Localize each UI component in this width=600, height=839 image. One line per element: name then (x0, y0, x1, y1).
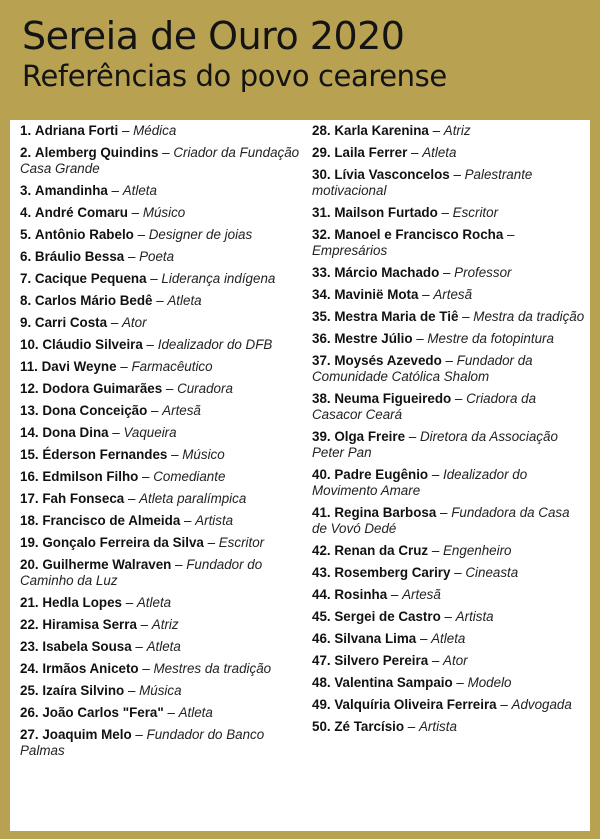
list-item: 6. Bráulio Bessa – Poeta (20, 249, 175, 264)
item-number: 32. (312, 227, 331, 242)
item-name: Antônio Rabelo (34, 227, 134, 242)
item-number: 28. (312, 123, 331, 138)
item-number: 11. (20, 359, 38, 374)
item-name: Davi Weyne (41, 359, 117, 374)
item-name: Hiramisa Serra (42, 617, 137, 632)
list-item: 45. Sergei de Castro – Artista (312, 609, 494, 624)
honorees-column-left (20, 123, 312, 765)
item-name: Éderson Fernandes (42, 447, 168, 462)
list-item: 17. Fah Fonseca – Atleta paralímpica (20, 491, 247, 506)
item-role: Mestre da fotopintura (427, 331, 554, 346)
item-role: Criador da Fundação Casa Grande (20, 145, 300, 176)
item-number: 18. (20, 513, 39, 528)
header (22, 14, 590, 94)
item-role: Atriz (151, 617, 179, 632)
item-name: Renan da Cruz (334, 543, 429, 558)
item-name: Cacique Pequena (34, 271, 147, 286)
item-role: Vaqueira (123, 425, 177, 440)
list-item: 7. Cacique Pequena – Liderança indígena (20, 271, 276, 286)
list-item: 15. Éderson Fernandes – Músico (20, 447, 225, 462)
item-name: Manoel e Francisco Rocha (334, 227, 504, 242)
item-number: 46. (312, 631, 331, 646)
list-item: 24. Irmãos Aniceto – Mestres da tradição (20, 661, 272, 676)
item-number: 29. (312, 145, 331, 160)
item-role: Atleta (146, 639, 181, 654)
item-role: Atriz (443, 123, 471, 138)
item-name: Irmãos Aniceto (42, 661, 139, 676)
item-role: Diretora da Associação Peter Pan (312, 429, 558, 460)
item-number: 14. (20, 425, 39, 440)
item-number: 24. (20, 661, 39, 676)
item-role: Artista (418, 719, 457, 734)
list-item: 4. André Comaru – Músico (20, 205, 186, 220)
list-item: 40. Padre Eugênio – Idealizador do Movimento Amare (312, 467, 528, 498)
item-name: Mailson Furtado (334, 205, 438, 220)
item-role: Advogada (511, 697, 572, 712)
item-role: Fundador do Banco Palmas (20, 727, 265, 758)
item-number: 6. (20, 249, 32, 264)
item-number: 26. (20, 705, 39, 720)
list-item: 34. Mavinië Mota – Artesã (312, 287, 473, 302)
item-number: 31. (312, 205, 331, 220)
item-number: 39. (312, 429, 331, 444)
item-role: Atleta (136, 595, 172, 610)
item-role: Idealizador do Movimento Amare (312, 467, 528, 498)
item-name: Isabela Sousa (42, 639, 132, 654)
list-item: 32. Manoel e Francisco Rocha – Empresários (312, 227, 515, 258)
list-item: 31. Mailson Furtado – Escritor (312, 205, 499, 220)
list-item: 26. João Carlos "Fera" – Atleta (20, 705, 213, 720)
item-name: Márcio Machado (334, 265, 440, 280)
item-name: Bráulio Bessa (34, 249, 125, 264)
item-name: Mestre Júlio (334, 331, 413, 346)
item-role: Atleta (122, 183, 157, 198)
item-name: Dona Dina (42, 425, 109, 440)
honorees-panel (10, 120, 590, 831)
item-role: Ator (121, 315, 147, 330)
item-role: Poeta (139, 249, 175, 264)
list-item: 21. Hedla Lopes – Atleta (20, 595, 172, 610)
list-item: 19. Gonçalo Ferreira da Silva – Escritor (20, 535, 265, 550)
item-number: 19. (20, 535, 39, 550)
list-item: 46. Silvana Lima – Atleta (312, 631, 466, 646)
item-name: André Comaru (34, 205, 128, 220)
item-number: 3. (20, 183, 32, 198)
item-name: Mavinië Mota (334, 287, 419, 302)
list-item: 8. Carlos Mário Bedê – Atleta (20, 293, 202, 308)
list-item: 29. Laila Ferrer – Atleta (312, 145, 457, 160)
item-role: Empresários (312, 243, 388, 258)
list-item: 39. Olga Freire – Diretora da Associação Peter Pan (312, 429, 558, 460)
item-name: Olga Freire (334, 429, 406, 444)
item-name: Padre Eugênio (334, 467, 429, 482)
item-number: 34. (312, 287, 331, 302)
item-role: Artista (195, 513, 234, 528)
item-name: Gonçalo Ferreira da Silva (42, 535, 204, 550)
item-role: Artesã (433, 287, 473, 302)
item-number: 10. (20, 337, 39, 352)
item-role: Comediante (153, 469, 226, 484)
item-number: 38. (312, 391, 331, 406)
list-item: 28. Karla Karenina – Atriz (312, 123, 471, 138)
list-item: 18. Francisco de Almeida – Artista (20, 513, 234, 528)
list-item: 37. Moysés Azevedo – Fundador da Comunidade Católica Shalom (312, 353, 533, 384)
item-name: Joaquim Melo (42, 727, 132, 742)
item-role: Liderança indígena (161, 271, 276, 286)
item-name: Edmilson Filho (42, 469, 139, 484)
item-number: 41. (312, 505, 331, 520)
list-item: 48. Valentina Sampaio – Modelo (312, 675, 512, 690)
item-name: Amandinha (34, 183, 108, 198)
item-role: Farmacêutico (131, 359, 213, 374)
item-role: Curadora (177, 381, 233, 396)
list-item: 12. Dodora Guimarães – Curadora (20, 381, 233, 396)
item-role: Médica (133, 123, 177, 138)
item-name: Valentina Sampaio (334, 675, 453, 690)
item-number: 47. (312, 653, 331, 668)
item-role: Fundadora da Casa de Vovó Dedé (312, 505, 570, 536)
list-item: 27. Joaquim Melo – Fundador do Banco Palmas (20, 727, 265, 758)
item-role: Atleta (422, 145, 457, 160)
list-item: 44. Rosinha – Artesã (312, 587, 441, 602)
item-number: 43. (312, 565, 331, 580)
item-role: Mestra da tradição (473, 309, 585, 324)
list-item: 11. Davi Weyne – Farmacêutico (20, 359, 213, 374)
item-name: Neuma Figueiredo (334, 391, 452, 406)
item-number: 13. (20, 403, 39, 418)
item-name: Francisco de Almeida (42, 513, 181, 528)
item-name: Alemberg Quindins (34, 145, 159, 160)
item-name: Adriana Forti (34, 123, 119, 138)
page-title: Sereia de Ouro 2020 (22, 14, 405, 58)
item-role: Músico (182, 447, 225, 462)
item-name: Carlos Mário Bedê (34, 293, 153, 308)
item-role: Fundador do Caminho da Luz (20, 557, 263, 588)
item-name: Laila Ferrer (334, 145, 408, 160)
item-number: 50. (312, 719, 331, 734)
list-item: 2. Alemberg Quindins – Criador da Fundação Casa Grande (20, 145, 300, 176)
list-item: 1. Adriana Forti – Médica (20, 123, 177, 138)
item-name: Regina Barbosa (334, 505, 437, 520)
list-item: 5. Antônio Rabelo – Designer de joias (20, 227, 253, 242)
item-number: 1. (20, 123, 32, 138)
item-role: Mestres da tradição (153, 661, 272, 676)
item-role: Idealizador do DFB (157, 337, 273, 352)
list-item: 22. Hiramisa Serra – Atriz (20, 617, 179, 632)
list-item: 33. Márcio Machado – Professor (312, 265, 512, 280)
item-name: Lívia Vasconcelos (334, 167, 450, 182)
item-name: Sergei de Castro (334, 609, 441, 624)
list-item: 42. Renan da Cruz – Engenheiro (312, 543, 512, 558)
item-number: 21. (20, 595, 39, 610)
item-name: Mestra Maria de Tiê (334, 309, 459, 324)
item-number: 37. (312, 353, 331, 368)
item-name: João Carlos "Fera" (42, 705, 164, 720)
item-name: Fah Fonseca (42, 491, 125, 506)
page-subtitle: Referências do povo cearense (22, 59, 447, 93)
honorees-column-right (312, 123, 586, 741)
item-number: 49. (312, 697, 331, 712)
item-name: Dona Conceição (42, 403, 148, 418)
item-role: Criadora da Casacor Ceará (312, 391, 537, 422)
item-number: 44. (312, 587, 331, 602)
item-role: Atleta paralímpica (139, 491, 247, 506)
list-item: 14. Dona Dina – Vaqueira (20, 425, 177, 440)
item-name: Karla Karenina (334, 123, 429, 138)
item-role: Atleta (178, 705, 213, 720)
item-role: Músico (142, 205, 186, 220)
item-number: 5. (20, 227, 32, 242)
item-number: 35. (312, 309, 331, 324)
list-item: 49. Valquíria Oliveira Ferreira – Advogada (312, 697, 572, 712)
item-role: Modelo (467, 675, 512, 690)
item-number: 20. (20, 557, 39, 572)
item-number: 15. (20, 447, 39, 462)
list-item: 47. Silvero Pereira – Ator (312, 653, 468, 668)
list-item: 10. Cláudio Silveira – Idealizador do DFB (20, 337, 273, 352)
list-item: 13. Dona Conceição – Artesã (20, 403, 201, 418)
item-role: Atleta (167, 293, 202, 308)
list-item: 9. Carri Costa – Ator (20, 315, 147, 330)
item-number: 7. (20, 271, 32, 286)
item-number: 40. (312, 467, 331, 482)
item-role: Música (139, 683, 182, 698)
item-number: 33. (312, 265, 331, 280)
item-role: Escritor (452, 205, 499, 220)
item-role: Artesã (162, 403, 201, 418)
item-name: Izaíra Silvino (42, 683, 125, 698)
item-number: 8. (20, 293, 32, 308)
list-item: 25. Izaíra Silvino – Música (20, 683, 182, 698)
list-item: 35. Mestra Maria de Tiê – Mestra da tradição (312, 309, 585, 324)
item-number: 25. (20, 683, 39, 698)
item-name: Dodora Guimarães (42, 381, 163, 396)
item-number: 4. (20, 205, 32, 220)
item-role: Cineasta (465, 565, 519, 580)
list-item: 3. Amandinha – Atleta (20, 183, 157, 198)
list-item: 41. Regina Barbosa – Fundadora da Casa de Vovó Dedé (312, 505, 570, 536)
item-name: Zé Tarcísio (334, 719, 405, 734)
item-role: Designer de joias (148, 227, 253, 242)
item-name: Valquíria Oliveira Ferreira (334, 697, 497, 712)
item-number: 22. (20, 617, 39, 632)
item-number: 36. (312, 331, 331, 346)
item-number: 17. (20, 491, 39, 506)
item-role: Artesã (402, 587, 441, 602)
list-item: 23. Isabela Sousa – Atleta (20, 639, 181, 654)
item-number: 45. (312, 609, 331, 624)
list-item: 30. Lívia Vasconcelos – Palestrante motivacional (312, 167, 533, 198)
item-role: Palestrante motivacional (312, 167, 533, 198)
item-name: Guilherme Walraven (42, 557, 172, 572)
list-item: 43. Rosemberg Cariry – Cineasta (312, 565, 519, 580)
item-name: Carri Costa (34, 315, 108, 330)
list-item: 20. Guilherme Walraven – Fundador do Caminho da Luz (20, 557, 263, 588)
item-name: Rosemberg Cariry (334, 565, 451, 580)
item-role: Escritor (218, 535, 265, 550)
item-number: 16. (20, 469, 39, 484)
item-number: 42. (312, 543, 331, 558)
list-item: 36. Mestre Júlio – Mestre da fotopintura (312, 331, 554, 346)
item-role: Ator (443, 653, 468, 668)
list-item: 16. Edmilson Filho – Comediante (20, 469, 226, 484)
item-role: Professor (454, 265, 512, 280)
item-number: 2. (20, 145, 32, 160)
item-name: Cláudio Silveira (42, 337, 143, 352)
item-role: Artista (455, 609, 494, 624)
list-item: 50. Zé Tarcísio – Artista (312, 719, 457, 734)
item-number: 12. (20, 381, 39, 396)
item-number: 48. (312, 675, 331, 690)
item-role: Fundador da Comunidade Católica Shalom (312, 353, 533, 384)
item-role: Atleta (431, 631, 466, 646)
item-name: Moysés Azevedo (334, 353, 442, 368)
item-name: Rosinha (334, 587, 388, 602)
item-name: Silvero Pereira (334, 653, 429, 668)
item-name: Silvana Lima (334, 631, 417, 646)
item-number: 30. (312, 167, 331, 182)
item-role: Engenheiro (443, 543, 512, 558)
list-item: 38. Neuma Figueiredo – Criadora da Casacor Ceará (312, 391, 537, 422)
item-number: 23. (20, 639, 39, 654)
item-number: 9. (20, 315, 32, 330)
item-name: Hedla Lopes (42, 595, 122, 610)
item-number: 27. (20, 727, 39, 742)
